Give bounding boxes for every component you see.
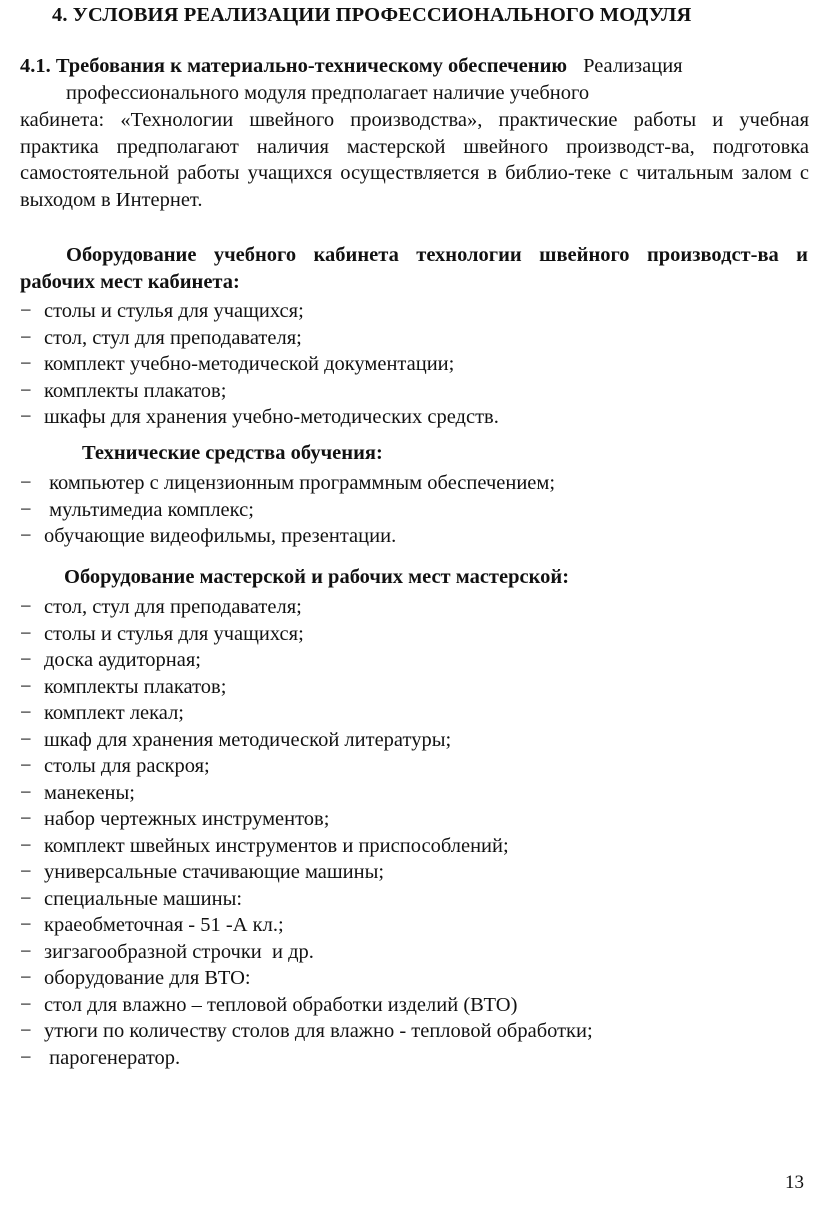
list-item <box>20 912 593 939</box>
list-item <box>20 886 593 913</box>
list-item <box>20 378 499 405</box>
list-item <box>20 965 593 992</box>
page-number: 13 <box>785 1172 804 1193</box>
dash-bullet: − <box>20 498 32 521</box>
workshop-equipment-list <box>20 594 593 1071</box>
dash-bullet: − <box>20 379 32 402</box>
workshop-equipment-heading: Оборудование мастерской и рабочих мест мастерской: <box>64 566 570 588</box>
list-item-text: комплект лекал; <box>44 702 185 724</box>
dash-bullet: − <box>20 472 32 494</box>
list-item-text: столы и стулья для учащихся; <box>44 622 304 645</box>
technical-means-list <box>20 470 555 550</box>
list-item-text: столы и стулья для учащихся; <box>44 300 304 322</box>
list-item-text: стол, стул для преподавателя; <box>44 326 302 349</box>
requirements-second-line: профессионального модуля предполагает наличие учебного <box>66 82 590 104</box>
dash-bullet: − <box>20 834 32 857</box>
list-item-text: зигзагообразной строчки и др. <box>44 940 314 963</box>
list-item-text: доска аудиторная; <box>44 649 201 671</box>
dash-bullet: − <box>20 406 32 428</box>
list-item <box>20 674 593 701</box>
list-item-text: шкаф для хранения методической литературы; <box>44 728 452 751</box>
dash-bullet: − <box>20 525 32 547</box>
list-item <box>20 727 593 754</box>
list-item-text: комплекты плакатов; <box>44 379 227 402</box>
list-item <box>20 621 593 648</box>
dash-bullet: − <box>20 326 32 349</box>
list-item-text: комплект учебно-методической документации; <box>44 353 455 375</box>
list-item <box>20 753 593 780</box>
list-item <box>20 1045 593 1072</box>
classroom-equipment-heading: Оборудование учебного кабинета технологии швейного производст-ва и рабочих мест кабинета: <box>20 244 808 293</box>
list-item-text: мультимедиа комплекс; <box>44 498 254 521</box>
list-item-text: комплект швейных инструментов и приспособлений; <box>44 834 509 857</box>
requirements-heading-tail: Реализация <box>583 55 683 77</box>
list-item-text: набор чертежных инструментов; <box>44 808 330 830</box>
list-item-text: универсальные стачивающие машины; <box>44 861 385 883</box>
dash-bullet: − <box>20 596 32 618</box>
list-item <box>20 992 593 1019</box>
list-item-text: стол для влажно – тепловой обработки изделий (ВТО) <box>44 993 518 1016</box>
list-item-text: оборудование для ВТО: <box>44 967 251 989</box>
list-item-text: манекены; <box>44 781 135 804</box>
list-item-text: специальные машины: <box>44 887 243 910</box>
dash-bullet: − <box>20 1046 32 1069</box>
list-item <box>20 594 593 621</box>
dash-bullet: − <box>20 808 32 830</box>
requirements-first-line <box>20 53 808 80</box>
list-item <box>20 523 555 550</box>
dash-bullet: − <box>20 914 32 936</box>
list-item <box>20 470 555 497</box>
dash-bullet: − <box>20 755 32 777</box>
section-title: 4. УСЛОВИЯ РЕАЛИЗАЦИИ ПРОФЕССИОНАЛЬНОГО МОДУЛЯ <box>52 4 692 26</box>
list-item <box>20 404 499 431</box>
dash-bullet: − <box>20 887 32 910</box>
classroom-equipment-list <box>20 298 499 431</box>
requirements-paragraph: кабинета: «Технологии швейного производства», практические работы и учебная практика предполагают наличия мастерской швейного производст-ва, подготовка самостоятельной работы учащихся осуществляется в библио-теке с читальным залом с выходом в Интернет. <box>20 109 809 211</box>
dash-bullet: − <box>20 353 32 375</box>
list-item <box>20 806 593 833</box>
dash-bullet: − <box>20 728 32 751</box>
list-item <box>20 833 593 860</box>
dash-bullet: − <box>20 622 32 645</box>
list-item <box>20 325 499 352</box>
list-item <box>20 497 555 524</box>
list-item-text: столы для раскроя; <box>44 755 210 777</box>
list-item-text: компьютер с лицензионным программным обеспечением; <box>44 472 556 494</box>
dash-bullet: − <box>20 993 32 1016</box>
list-item <box>20 780 593 807</box>
list-item-text: шкафы для хранения учебно-методических средств. <box>44 406 499 428</box>
dash-bullet: − <box>20 300 32 322</box>
dash-bullet: − <box>20 1020 32 1042</box>
dash-bullet: − <box>20 702 32 724</box>
dash-bullet: − <box>20 675 32 698</box>
list-item <box>20 1018 593 1045</box>
technical-means-heading: Технические средства обучения: <box>82 442 383 464</box>
dash-bullet: − <box>20 861 32 883</box>
list-item-text: краеобметочная - 51 -А кл.; <box>44 914 284 936</box>
dash-bullet: − <box>20 649 32 671</box>
dash-bullet: − <box>20 781 32 804</box>
dash-bullet: − <box>20 967 32 989</box>
list-item-text: обучающие видеофильмы, презентации. <box>44 525 397 547</box>
list-item-text: стол, стул для преподавателя; <box>44 596 302 618</box>
list-item-text: комплекты плакатов; <box>44 675 227 698</box>
list-item-text: парогенератор. <box>44 1046 181 1069</box>
dash-bullet: − <box>20 940 32 963</box>
list-item-text: утюги по количеству столов для влажно - тепловой обработки; <box>44 1020 593 1042</box>
requirements-heading: 4.1. Требования к материально-техническому обеспечению <box>20 55 568 77</box>
list-item <box>20 700 593 727</box>
list-item <box>20 298 499 325</box>
list-item <box>20 647 593 674</box>
list-item <box>20 939 593 966</box>
list-item <box>20 351 499 378</box>
list-item <box>20 859 593 886</box>
